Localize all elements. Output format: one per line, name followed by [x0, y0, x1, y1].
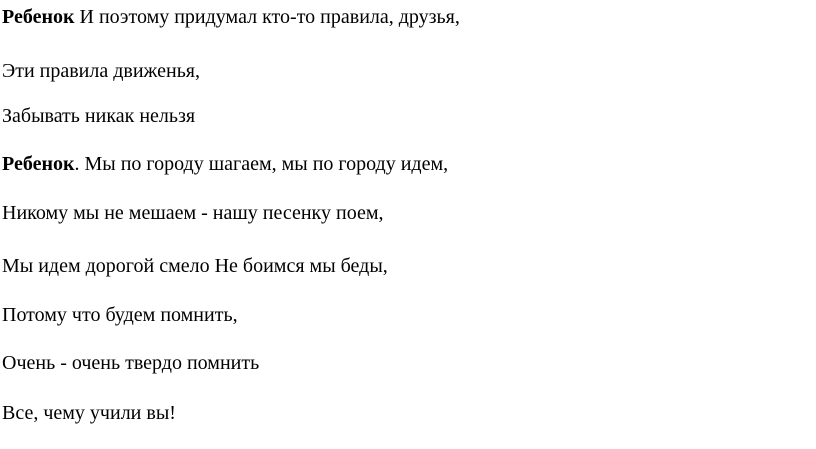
speaker-label: Ребенок [2, 6, 75, 28]
line-text: . Мы по городу шагаем, мы по городу идем, [74, 153, 449, 175]
poem-line [2, 59, 200, 83]
line-text: И поэтому придумал кто-то правила, друзья, [74, 6, 460, 28]
speaker-label: Ребенок [2, 153, 75, 175]
line-text: Потому что будем помнить, [2, 304, 238, 326]
poem-line [2, 303, 238, 327]
line-text: Никому мы не мешаем - нашу песенку поем, [2, 202, 384, 224]
poem-line [2, 104, 195, 128]
line-text: Очень - очень твердо помнить [2, 352, 260, 374]
line-text: Все, чему учили вы! [2, 402, 176, 424]
poem-line [2, 351, 259, 375]
line-text: Мы идем дорогой смело Не боимся мы беды, [2, 255, 388, 277]
poem-line [2, 254, 388, 278]
line-text: Забывать никак нельзя [2, 105, 196, 127]
poem-line [2, 5, 460, 29]
line-text: Эти правила движенья, [2, 60, 201, 82]
poem-line [2, 152, 448, 176]
poem-line [2, 201, 383, 225]
poem-line [2, 401, 176, 425]
